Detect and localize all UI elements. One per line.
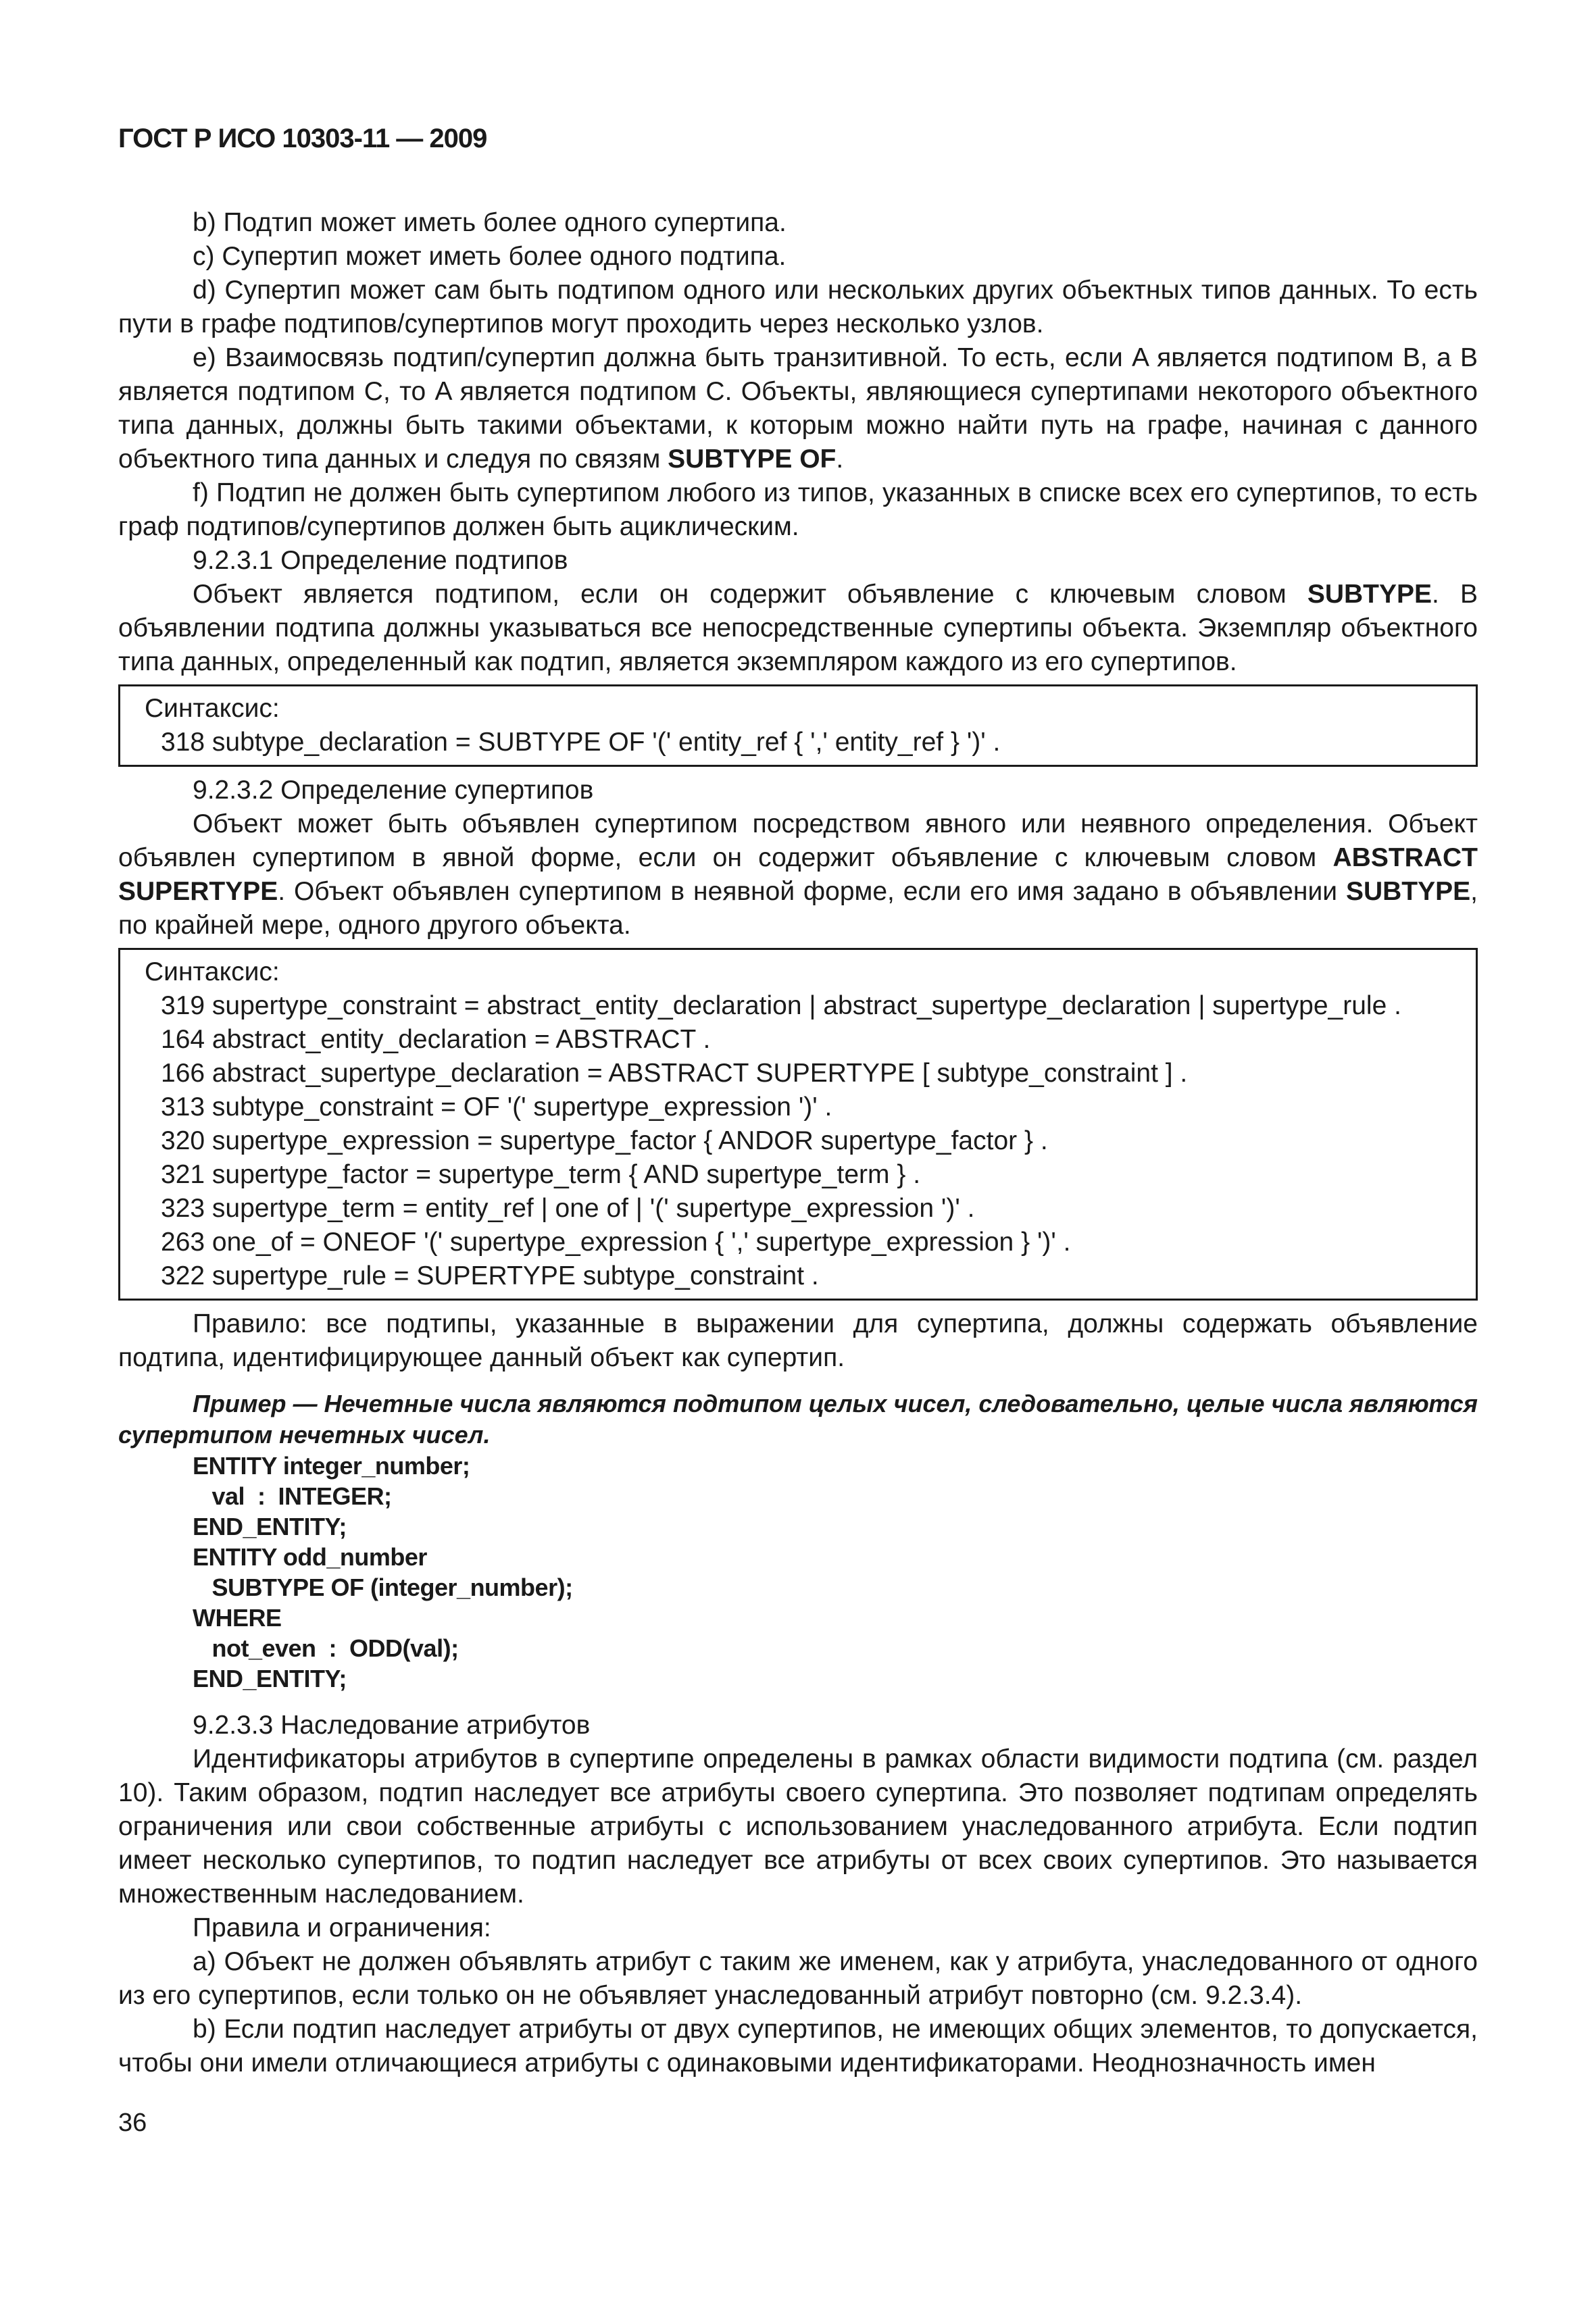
item-b: b) Подтип может иметь более одного супертипа. <box>193 208 787 237</box>
item-e-text: e) Взаимосвязь подтип/супертип должна быть транзитивной. То есть, если A является подтипом B, а B является подтипом C, то A является подтипом C. Объекты, являющиеся супертипами некоторого объектного типа данных, должны быть такими объектами, к которым можно найти путь на графе, начиная с данного объектного типа данных и следуя по связям <box>118 343 1478 474</box>
syntax-line: 313 subtype_constraint = OF '(' supertype_expression ')' . <box>161 1092 832 1122</box>
rule-b: b) Если подтип наследует атрибуты от двух супертипов, не имеющих общих элементов, то допускается, чтобы они имели отличающиеся атрибуты с одинаковыми идентификаторами. Неоднозначность имен <box>118 2015 1478 2078</box>
syntax-line: 263 one_of = ONEOF '(' supertype_expression { ',' supertype_expression } ')' . <box>161 1228 1071 1257</box>
syntax-line: 322 supertype_rule = SUPERTYPE subtype_constraint . <box>161 1261 819 1290</box>
rules-heading: Правила и ограничения: <box>193 1913 491 1942</box>
section-9233-heading: 9.2.3.3 Наследование атрибутов <box>193 1711 591 1740</box>
code-line: END_ENTITY; <box>193 1665 347 1692</box>
keyword-abstract-supertype: ABSTRACT SUPERTYPE <box>118 843 1478 906</box>
syntax-line: 164 abstract_entity_declaration = ABSTRACT . <box>161 1025 711 1054</box>
code-line: SUBTYPE OF (integer_number); <box>193 1574 573 1601</box>
section-9231-text-b: . В объявлении подтипа должны указываться все непосредственные супертипы объекта. Экземпляр объектного типа данных, определенный как подтип, является экземпляром каждого из его супертипов. <box>118 580 1478 676</box>
item-d: d) Супертип может сам быть подтипом одного или нескольких других объектных типов данных. То есть пути в графе подтипов/супертипов могут проходить через несколько узлов. <box>118 276 1478 338</box>
syntax-box-subtype <box>118 684 1478 767</box>
rule-text: Правило: все подтипы, указанные в выражении для супертипа, должны содержать объявление подтипа, идентифицирующее данный объект как супертип. <box>118 1309 1478 1372</box>
code-line: ENTITY integer_number; <box>193 1452 470 1480</box>
item-f: f) Подтип не должен быть супертипом любого из типов, указанных в списке всех его супертипов, то есть граф подтипов/супертипов должен быть ацикличеcким. <box>118 478 1478 541</box>
syntax-label: Синтаксис: <box>145 957 280 986</box>
code-line: val : INTEGER; <box>193 1482 392 1510</box>
section-9232-text <box>118 807 1478 942</box>
code-line: END_ENTITY; <box>193 1513 347 1540</box>
section-9231-text <box>118 578 1478 679</box>
section-9232-text-c: , по крайней мере, одного другого объекта. <box>118 877 1478 940</box>
keyword-subtype: SUBTYPE <box>1307 580 1432 609</box>
section-9232-heading: 9.2.3.2 Определение супертипов <box>193 776 594 805</box>
example-block <box>118 1388 1478 1694</box>
syntax-box-supertype <box>118 948 1478 1301</box>
syntax-line: 321 supertype_factor = supertype_term { AND supertype_term } . <box>161 1160 921 1189</box>
syntax-line: 319 supertype_constraint = abstract_entity_declaration | abstract_supertype_declaration | supertype_rule . <box>161 991 1401 1020</box>
syntax-line: 166 abstract_supertype_declaration = ABSTRACT SUPERTYPE [ subtype_constraint ] . <box>161 1059 1188 1088</box>
item-e-keyword: SUBTYPE OF <box>668 445 837 474</box>
item-c: c) Супертип может иметь более одного подтипа. <box>193 242 787 271</box>
code-line: ENTITY odd_number <box>193 1543 427 1571</box>
document-body <box>118 206 1478 2080</box>
document-header: ГОСТ Р ИСО 10303-11 — 2009 <box>118 124 487 153</box>
code-line: WHERE <box>193 1604 282 1632</box>
code-line: not_even : ODD(val); <box>193 1634 459 1662</box>
rule-a: a) Объект не должен объявлять атрибут с таким же именем, как у атрибута, унаследованного от одного из его супертипов, если только он не объявляет унаследованный атрибут повторно (см. 9.2.3.4). <box>118 1947 1478 2010</box>
page-number: 36 <box>118 2109 147 2137</box>
keyword-subtype-2: SUBTYPE <box>1345 877 1471 906</box>
section-9233-text: Идентификаторы атрибутов в супертипе определены в рамках области видимости подтипа (см. раздел 10). Таким образом, подтип наследует все атрибуты своего супертипа. Это позволяет подтипам определять ограничения или свои собственные атрибуты с использованием унаследованного атрибута. Если подтип имеет несколько супертипов, то подтип наследует все атрибуты от всех своих супертипов. Это называется множественным наследованием. <box>118 1744 1478 1909</box>
syntax-label: Синтаксис: <box>145 694 280 723</box>
syntax-line: 323 supertype_term = entity_ref | one of | '(' supertype_expression ')' . <box>161 1194 975 1223</box>
section-9232-text-a: Объект может быть объявлен супертипом посредством явного или неявного определения. Объект объявлен супертипом в явной форме, если он содержит объявление с ключевым словом <box>118 809 1478 872</box>
syntax-line: 320 supertype_expression = supertype_factor { ANDOR supertype_factor } . <box>161 1126 1048 1155</box>
item-e: e) Взаимосвязь подтип/супертип должна быть транзитивной. То есть, если A является подтипом B, а B является подтипом C, то A является подтипом C. Объекты, являющиеся супертипами некоторого объектного типа данных, должны быть такими объектами, к которым можно найти путь на графе, начиная с данного объектного типа данных и следуя по связям SUBTYPE OF. <box>118 343 1478 474</box>
section-9232-text-b: . Объект объявлен супертипом в неявной форме, если его имя задано в объявлении <box>278 877 1338 906</box>
syntax-line: 318 subtype_declaration = SUBTYPE OF '(' entity_ref { ',' entity_ref } ')' . <box>161 728 1001 757</box>
section-9231-heading: 9.2.3.1 Определение подтипов <box>193 546 568 575</box>
section-9231-text-a: Объект является подтипом, если он содержит объявление с ключевым словом <box>193 580 1287 609</box>
example-title: Пример — Нечетные числа являются подтипом целых чисел, следовательно, целые числа являются супертипом нечетных чисел. <box>118 1390 1478 1449</box>
